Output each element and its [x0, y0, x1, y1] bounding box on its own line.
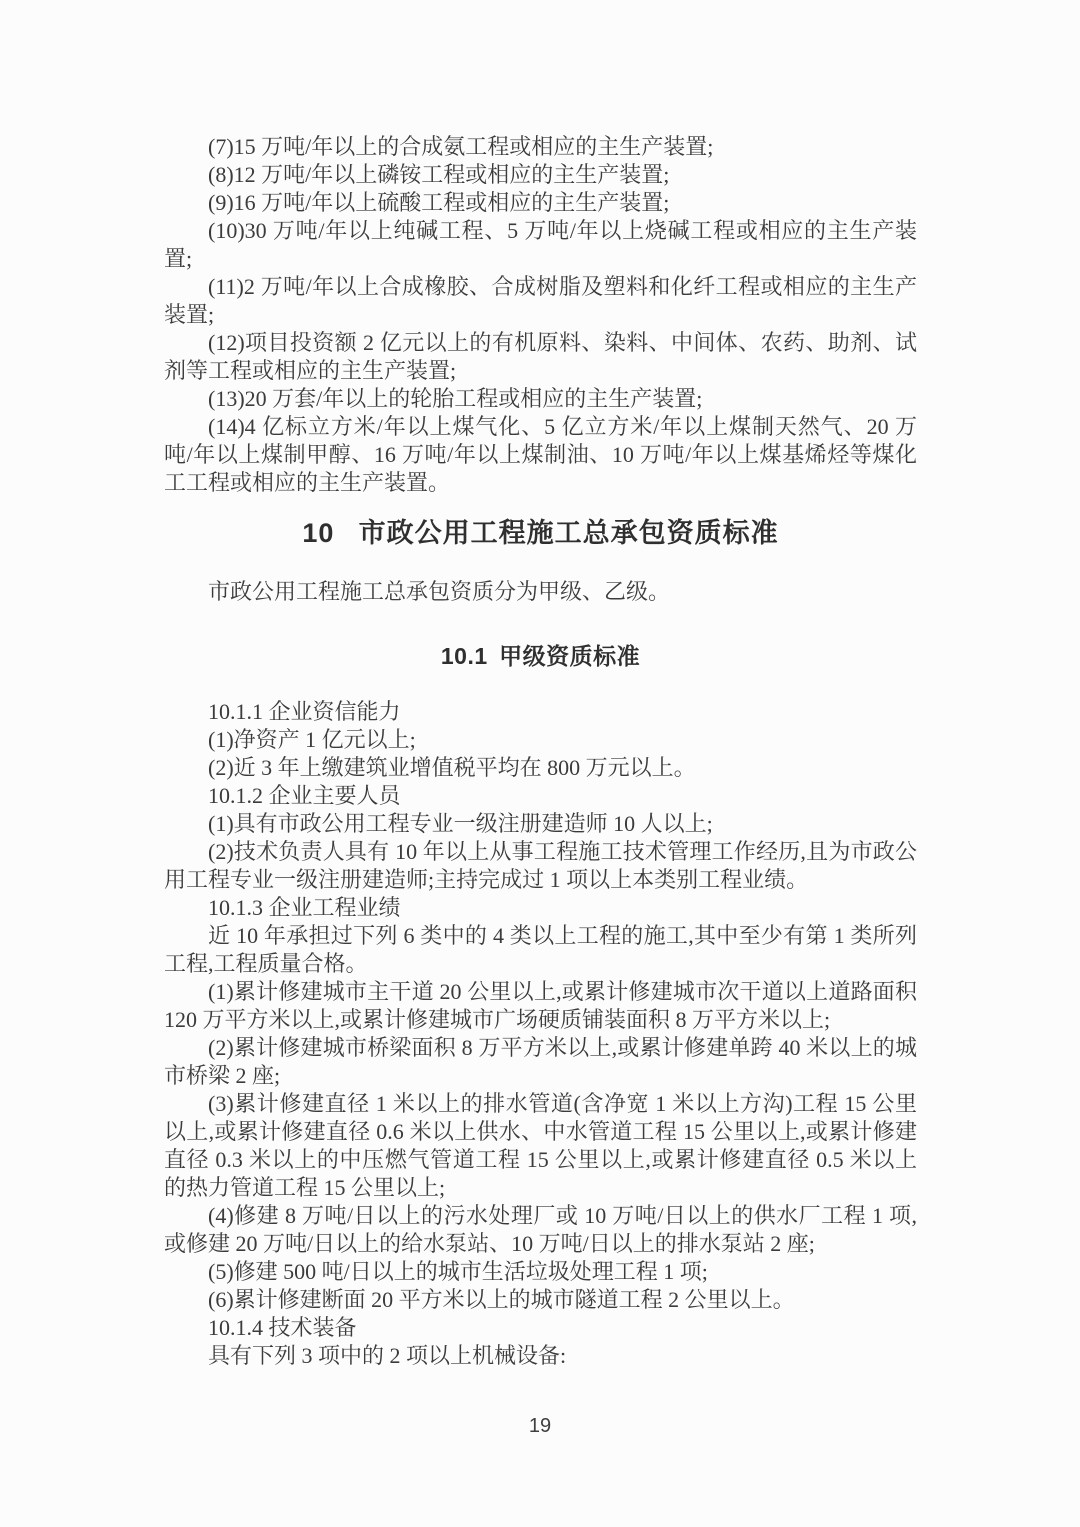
page-number: 19: [528, 1415, 552, 1437]
list-item: (3)累计修建直径 1 米以上的排水管道(含净宽 1 米以上方沟)工程 15 公里以上,或累计修建直径 0.6 米以上供水、中水管道工程 15 公里以上,或累计修建直径 0.3 米以上的中压燃气管道工程 15 公里以上,或累计修建直径 0.5 米以上的热力管道工程 15 公里以上;: [164, 1091, 917, 1200]
list-item: (7)15 万吨/年以上的合成氨工程或相应的主生产装置;: [208, 134, 714, 159]
clause-heading: 10.1.1 企业资信能力: [208, 699, 401, 724]
list-item: (5)修建 500 吨/日以上的城市生活垃圾处理工程 1 项;: [208, 1259, 708, 1284]
list-item: (4)修建 8 万吨/日以上的污水处理厂或 10 万吨/日以上的供水厂工程 1 项,或修建 20 万吨/日以上的给水泵站、10 万吨/日以上的排水泵站 2 座;: [164, 1203, 917, 1256]
list-item: (13)20 万套/年以上的轮胎工程或相应的主生产装置;: [208, 386, 703, 411]
chapter-intro: 市政公用工程施工总承包资质分为甲级、乙级。: [208, 579, 671, 604]
chapter-number: 10: [302, 518, 335, 548]
list-item: (2)技术负责人具有 10 年以上从事工程施工技术管理工作经历,且为市政公用工程专业一级注册建造师;主持完成过 1 项以上本类别工程业绩。: [164, 839, 917, 892]
section-number: 10.1: [440, 643, 488, 669]
clause-heading: 10.1.2 企业主要人员: [208, 783, 401, 808]
list-item: (14)4 亿标立方米/年以上煤气化、5 亿立方米/年以上煤制天然气、20 万吨/年以上煤制甲醇、16 万吨/年以上煤制油、10 万吨/年以上煤基烯烃等煤化工工程或相应的主生产装置。: [164, 414, 917, 495]
list-item: (11)2 万吨/年以上合成橡胶、合成树脂及塑料和化纤工程或相应的主生产装置;: [164, 274, 917, 327]
list-item: (2)累计修建城市桥梁面积 8 万平方米以上,或累计修建单跨 40 米以上的城市桥梁 2 座;: [164, 1035, 917, 1088]
chapter-heading: [164, 516, 917, 550]
list-item: (9)16 万吨/年以上硫酸工程或相应的主生产装置;: [208, 190, 670, 215]
page-footer: [0, 1412, 1080, 1440]
clause-heading: 10.1.4 技术装备: [208, 1315, 357, 1340]
section-title: 甲级资质标准: [499, 643, 641, 669]
chapter-title: 市政公用工程施工总承包资质标准: [358, 518, 779, 548]
list-item: (2)近 3 年上缴建筑业增值税平均在 800 万元以上。: [208, 755, 696, 780]
clause-heading: 10.1.3 企业工程业绩: [208, 895, 401, 920]
page-body: [164, 133, 917, 1370]
list-item: (10)30 万吨/年以上纯碱工程、5 万吨/年以上烧碱工程或相应的主生产装置;: [164, 218, 917, 271]
list-item: (6)累计修建断面 20 平方米以上的城市隧道工程 2 公里以上。: [208, 1287, 795, 1312]
clause-text: 具有下列 3 项中的 2 项以上机械设备:: [208, 1343, 567, 1368]
list-item: (8)12 万吨/年以上磷铵工程或相应的主生产装置;: [208, 162, 670, 187]
list-item: (1)具有市政公用工程专业一级注册建造师 10 人以上;: [208, 811, 713, 836]
list-item: (1)累计修建城市主干道 20 公里以上,或累计修建城市次干道以上道路面积 120 万平方米以上,或累计修建城市广场硬质铺装面积 8 万平方米以上;: [164, 979, 917, 1032]
section-heading: [164, 640, 917, 672]
clause-text: 近 10 年承担过下列 6 类中的 4 类以上工程的施工,其中至少有第 1 类所列工程,工程质量合格。: [164, 923, 917, 976]
list-item: (1)净资产 1 亿元以上;: [208, 727, 416, 752]
list-item: (12)项目投资额 2 亿元以上的有机原料、染料、中间体、农药、助剂、试剂等工程或相应的主生产装置;: [164, 330, 917, 383]
